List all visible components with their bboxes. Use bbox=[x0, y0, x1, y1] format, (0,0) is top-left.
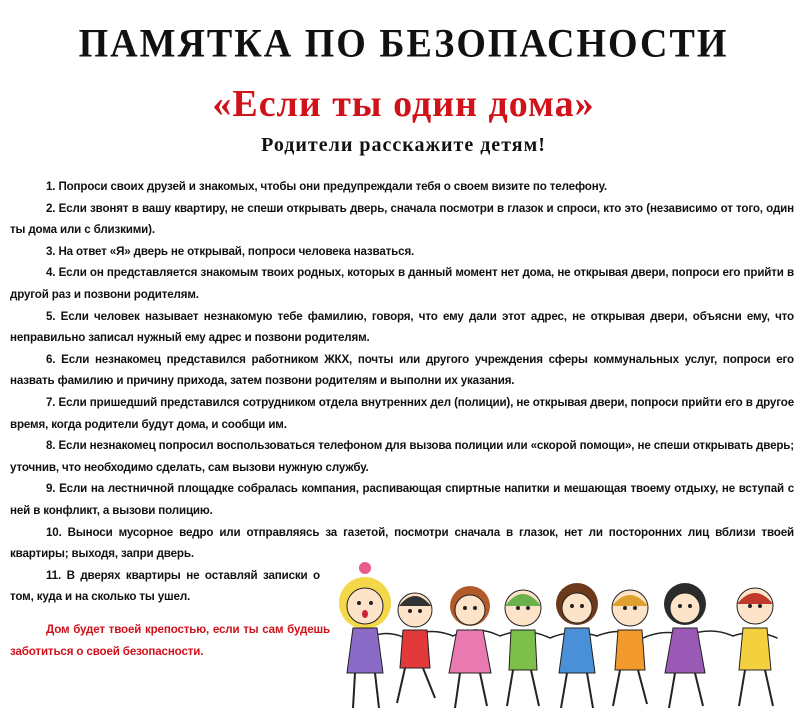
child-figure bbox=[612, 590, 648, 706]
page-subtitle: «Если ты один дома» bbox=[212, 83, 595, 125]
child-figure bbox=[664, 583, 706, 708]
rule-item: 9. Если на лестничной площадке собралась компания, распивающая спиртные напитки и мешающая твоему отдыху, не вступай с ней в конфликт, а вызови полицию. bbox=[10, 482, 794, 517]
children-holding-hands-illustration bbox=[325, 548, 807, 720]
parents-note: Родители расскажите детям! bbox=[261, 134, 546, 156]
safety-rules-list bbox=[10, 176, 794, 608]
rule-item: 10. Выноси мусорное ведро или отправляясь за газетой, посмотри сначала в глазок, нет ли посторонних лиц вблизи твоей квартиры; выходя, запри дверь. bbox=[10, 525, 794, 561]
rule-item: 5. Если человек называет незнакомую тебе фамилию, говоря, что ему дали этот адрес, не открывая двери, объясни ему, что неправильно записал нужный ему адрес и позвони родителям. bbox=[10, 309, 794, 345]
closing-message: Дом будет твоей крепостью, если ты сам будешь заботиться о своей безопасности. bbox=[10, 623, 330, 658]
child-figure bbox=[449, 586, 491, 708]
child-figure bbox=[339, 562, 391, 708]
rule-item: 7. Если пришедший представился сотрудником отдела внутренних дел (полиции), не открывая двери, попроси прийти его в другое время, когда родители будут дома, и сообщи им. bbox=[10, 395, 794, 431]
rule-item: 6. Если незнакомец представился работником ЖКХ, почты или другого учреждения сферы коммунальных услуг, попроси его назвать фамилию и причину прихода, затем позвони родителям и выполни их указания. bbox=[10, 352, 794, 388]
child-figure bbox=[505, 590, 541, 706]
rule-item: 2. Если звонят в вашу квартиру, не спеши открывать дверь, сначала посмотри в глазок и спроси, кто это (независимо от того, один ты дома или с близкими). bbox=[10, 201, 794, 237]
rule-item: 4. Если он представляется знакомым твоих родных, которых в данный момент нет дома, не открывая двери, попроси его прийти в другой раз и позвони родителям. bbox=[10, 266, 794, 301]
child-figure bbox=[397, 593, 435, 703]
child-figure bbox=[556, 583, 598, 708]
rule-item: 1. Попроси своих друзей и знакомых, чтобы они предупреждали тебя о своем визите по телефону. bbox=[46, 180, 607, 193]
rule-item: 11. В дверях квартиры не оставляй записки о том, куда и на сколько ты ушел. bbox=[10, 568, 320, 604]
child-figure bbox=[737, 588, 773, 706]
page-title: ПАМЯТКА ПО БЕЗОПАСНОСТИ bbox=[78, 21, 729, 67]
rule-item: 8. Если незнакомец попросил воспользоваться телефоном для вызова полиции или «скорой помощи», не спеши открывать дверь; уточнив, что необходимо сделать, сам вызови нужную службу. bbox=[10, 439, 794, 474]
rule-item: 3. На ответ «Я» дверь не открывай, попроси человека назваться. bbox=[46, 244, 415, 258]
